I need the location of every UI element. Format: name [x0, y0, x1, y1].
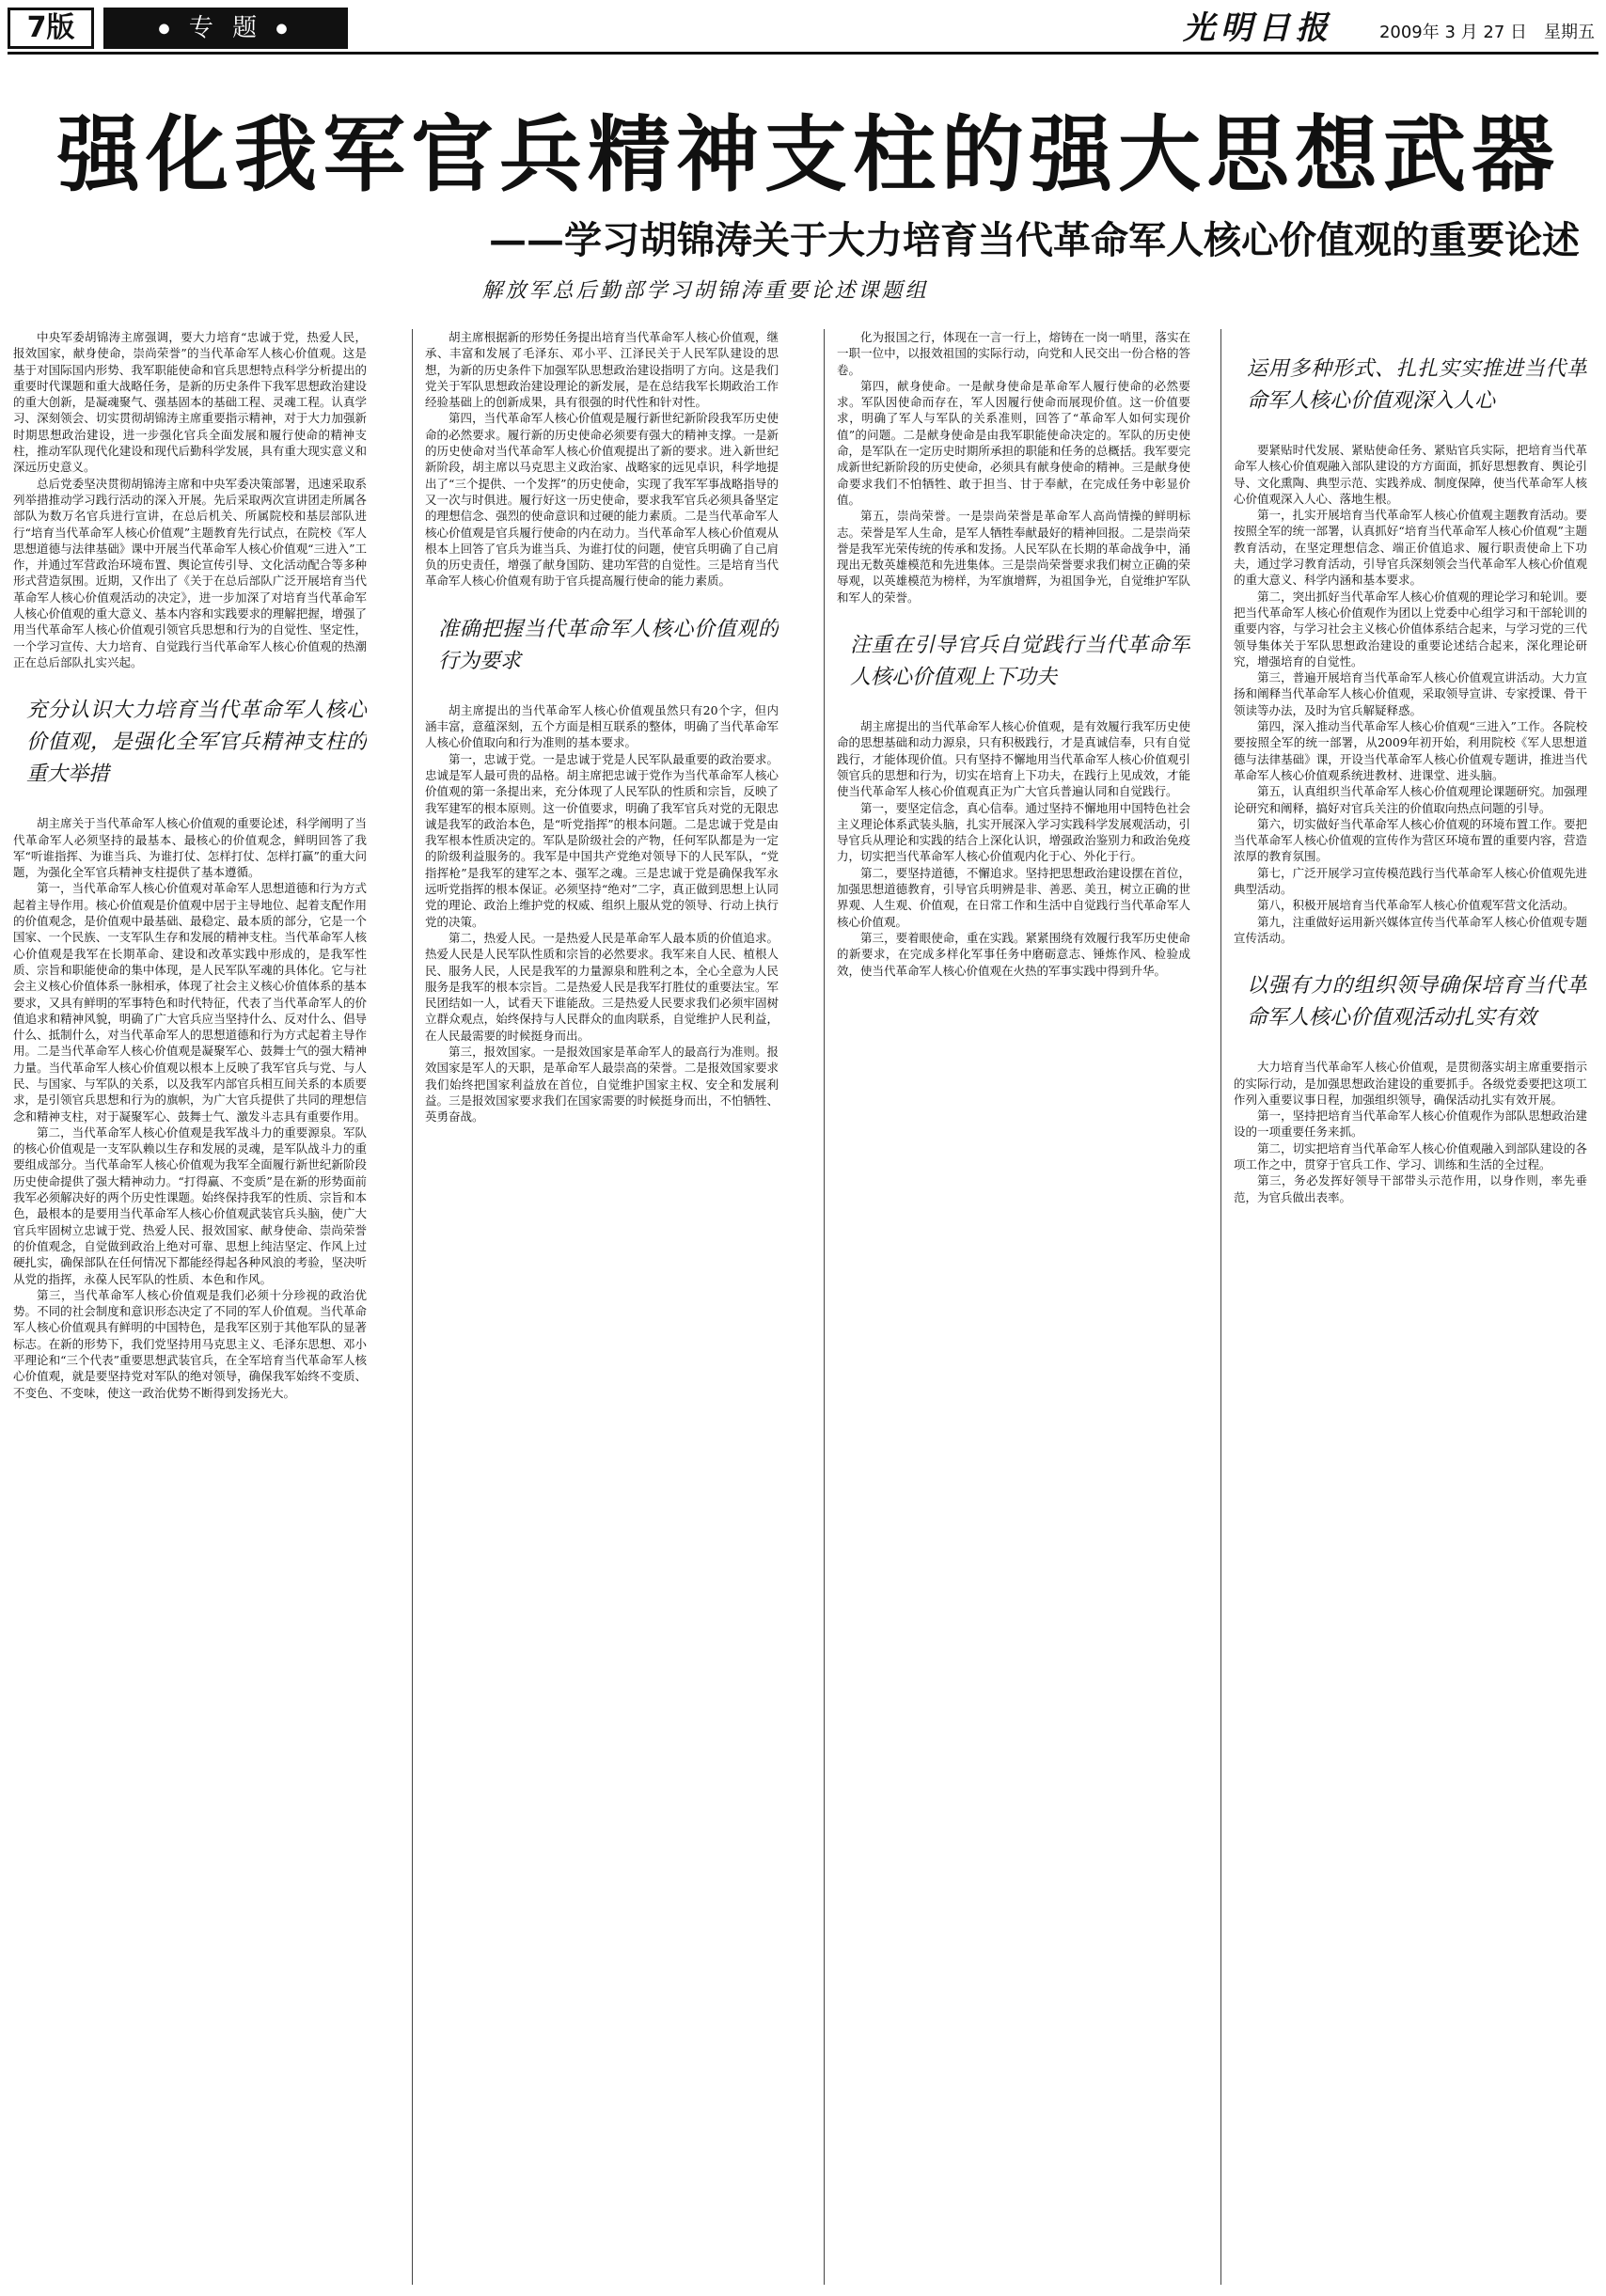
paragraph: 第二，突出抓好当代革命军人核心价值观的理论学习和轮训。要把当代革命军人核心价值观作为团以上党委中心组学习和干部轮训的重要内容，与学习社会主义核心价值体系结合起来，与学习党的三代领导集体关于军队思想政治建设的重要论述结合起来，深化理论研究，增强培育的自觉性。	[1234, 589, 1587, 668]
column-1	[13, 329, 367, 2288]
paragraph: 第九，注重做好运用新兴媒体宣传当代革命军人核心价值观专题宣传活动。	[1234, 914, 1587, 945]
paragraph: 第一，扎实开展培育当代革命军人核心价值观主题教育活动。要按照全军的统一部署，认真抓好“培育当代革命军人核心价值观”主题教育活动，在坚定理想信念、端正价值追求、履行职责使命上下功夫，通过学习教育活动，引导官兵深刻领会当代革命军人核心价值观的重大意义、科学内涵和基本要求。	[1234, 508, 1587, 588]
paragraph: 第一，当代革命军人核心价值观对革命军人思想道德和行为方式起着主导作用。核心价值观是价值观中居于主导地位、起着支配作用的价值观念，是价值观中最基础、最稳定、最本质的部分，它是一个国家、一个民族、一支军队生存和发展的精神支柱。当代革命军人核心价值观是我军在长期革命、建设和改革实践中形成的，是我军性质、宗旨和职能使命的集中体现，是人民军队军魂的具体化。它与社会主义核心价值体系一脉相承，体现了社会主义核心价值体系的基本要求，又具有鲜明的军事特色和时代特征，代表了当代革命军人的价值追求和精神风貌，明确了广大官兵应当坚持什么、反对什么、倡导什么、抵制什么，对当代革命军人的思想道德和行为方式起着主导作用。二是当代革命军人核心价值观是凝聚军心、鼓舞士气的强大精神力量。当代革命军人核心价值观以根本上反映了我军官兵与党、与人民、与国家、与军队的关系，以及我军内部官兵相互间关系的本质要求，是引领官兵思想和行为的旗帜，为广大官兵提供了共同的理想信念和精神支柱，对于凝聚军心、鼓舞士气、激发斗志具有重要作用。	[13, 881, 367, 1124]
paragraph: 胡主席关于当代革命军人核心价值观的重要论述，科学阐明了当代革命军人必须坚持的最基本、最核心的价值观念，鲜明回答了我军“听谁指挥、为谁当兵、为谁打仗、怎样打仗、怎样打赢”的重大问题，为强化全军官兵精神支柱提供了基本遵循。	[13, 816, 367, 880]
paragraph: 第五，崇尚荣誉。一是崇尚荣誉是革命军人高尚情操的鲜明标志。荣誉是军人生命，是军人牺牲奉献最好的精神回报。二是崇尚荣誉是我军光荣传统的传承和发扬。人民军队在长期的革命战争中，涌现出无数英雄模范和先进集体。三是崇尚荣誉要求我们树立正确的荣辱观，以英雄模范为榜样，为军旗增辉，为祖国争光，自觉维护军队和军人的荣誉。	[837, 509, 1190, 605]
paragraph: 第六，切实做好当代革命军人核心价值观的环境布置工作。要把当代革命军人核心价值观的宣传作为营区环境布置的重要内容，营造浓厚的教育氛围。	[1234, 816, 1587, 864]
paragraph: 第一，忠诚于党。一是忠诚于党是人民军队最重要的政治要求。忠诚是军人最可贵的品格。胡主席把忠诚于党作为当代革命军人核心价值观的第一条提出来，充分体现了人民军队的性质和宗旨，反映了我军建军的根本原则。这一价值要求，明确了我军官兵对党的无限忠诚是我军的政治本色，是“听党指挥”的根本问题。二是忠诚于党是由我军根本性质决定的。军队是阶级社会的产物，任何军队都是为一定的阶级利益服务的。我军是中国共产党绝对领导下的人民军队，“党指挥枪”是我军的建军之本、强军之魂。三是忠诚于党是确保我军永远听党指挥的根本保证。必须坚持“绝对”二字，真正做到思想上认同党的理论、政治上维护党的权威、组织上服从党的领导、行动上执行党的决策。	[425, 751, 779, 929]
column-3	[837, 329, 1190, 2288]
page-number: 7版	[8, 8, 94, 49]
column-divider	[1220, 329, 1221, 2285]
paragraph: 大力培育当代革命军人核心价值观，是贯彻落实胡主席重要指示的实际行动，是加强思想政治建设的重要抓手。各级党委要把这项工作列入重要议事日程，加强组织领导，确保活动扎实有效开展。	[1234, 1060, 1587, 1107]
bullet-icon: ●	[158, 21, 176, 37]
section-subhead: 准确把握当代革命军人核心价值观的行为要求	[438, 617, 779, 673]
section-subhead: 运用多种形式、扎扎实实推进当代革命军人核心价值观深入人心	[1247, 357, 1587, 413]
paragraph: 总后党委坚决贯彻胡锦涛主席和中央军委决策部署，迅速采取系列举措推动学习践行活动的深入开展。先后采取两次宣讲团走所属各部队为数万名官兵进行宣讲，在总后机关、所属院校和基层部队进行“培育当代革命军人核心价值观”主题教育先行试点，在院校《军人思想道德与法律基础》课中开展当代革命军人核心价值观“三进入”工作，并通过军营政治环境布置、舆论宣传引导、文化活动配合等多种形式营造氛围。近期，又作出了《关于在总后部队广泛开展培育当代革命军人核心价值观活动的决定》，进一步加深了对培育当代革命军人核心价值观的重大意义、基本内容和实践要求的理解把握，增强了用当代革命军人核心价值观引领官兵思想和行为的自觉性、坚定性，一个学习宣传、大力培育、自觉践行当代革命军人核心价值观的热潮正在总后部队扎实兴起。	[13, 476, 367, 669]
paragraph: 第四，深入推动当代革命军人核心价值观“三进入”工作。各院校要按照全军的统一部署，从2009年初开始，利用院校《军人思想道德与法律基础》课，开设当代革命军人核心价值观专题讲，推进当代革命军人核心价值观系统进教材、进课堂、进头脑。	[1234, 719, 1587, 782]
paragraph: 胡主席提出的当代革命军人核心价值观虽然只有20个字，但内涵丰富，意蕴深刻，五个方面是相互联系的整体，明确了当代革命军人核心价值取向和行为准则的基本要求。	[425, 702, 779, 750]
column-4	[1234, 329, 1587, 2288]
paragraph: 第三，务必发挥好领导干部带头示范作用，以身作则，率先垂范，为官兵做出表率。	[1234, 1173, 1587, 1204]
article-subtitle: ——学习胡锦涛关于大力培育当代革命军人核心价值观的重要论述	[489, 218, 1580, 262]
paragraph: 第五，认真组织当代革命军人核心价值观理论课题研究。加强理论研究和阐释，搞好对官兵关注的价值取向热点问题的引导。	[1234, 784, 1587, 815]
column-divider	[824, 329, 825, 2285]
issue-date: 2009年 3 月 27 日 星期五	[1378, 23, 1595, 42]
paragraph: 化为报国之行，体现在一言一行上，熔铸在一岗一哨里，落实在一职一位中，以报效祖国的实际行动，向党和人民交出一份合格的答卷。	[837, 330, 1190, 377]
paragraph: 中央军委胡锦涛主席强调，要大力培育“忠诚于党，热爱人民，报效国家，献身使命，崇尚荣誉”的当代革命军人核心价值观。这是基于对国际国内形势、我军职能使命和官兵思想特点科学分析提出的重要时代课题和重大战略任务，是新的历史条件下我军思想政治建设的重大创新，是凝魂聚气、强基固本的基础工程、灵魂工程。认真学习、深刻领会、切实贯彻胡锦涛主席重要指示精神，对于大力加强新时期思想政治建设，进一步强化官兵全面发展和履行使命的精神支柱，推动军队现代化建设和现代后勤科学发展，具有重大现实意义和深远历史意义。	[13, 330, 367, 475]
column-divider	[412, 329, 413, 2285]
paragraph: 第一，坚持把培育当代革命军人核心价值观作为部队思想政治建设的一项重要任务来抓。	[1234, 1109, 1587, 1140]
paragraph: 第三，当代革命军人核心价值观是我们必须十分珍视的政治优势。不同的社会制度和意识形态决定了不同的军人价值观。当代革命军人核心价值观具有鲜明的中国特色，是我军区别于其他军队的显著标志。在新的形势下，我们党坚持用马克思主义、毛泽东思想、邓小平理论和“三个代表”重要思想武装官兵，在全军培育当代革命军人核心价值观，就是要坚持党对军队的绝对领导，确保我军始终不变质、不变色、不变味，使这一政治优势不断得到发扬光大。	[13, 1287, 367, 1400]
paragraph: 第二，热爱人民。一是热爱人民是革命军人最本质的价值追求。热爱人民是人民军队性质和宗旨的必然要求。我军来自人民、植根人民、服务人民，人民是我军的力量源泉和胜利之本，全心全意为人民服务是我军的根本宗旨。二是热爱人民是我军打胜仗的重要法宝。军民团结如一人，试看天下谁能敌。三是热爱人民要求我们必须牢固树立群众观点，始终保持与人民群众的血肉联系，自觉维护人民利益，在人民最需要的时候挺身而出。	[425, 930, 779, 1043]
section-subhead: 注重在引导官兵自觉践行当代革命军人核心价值观上下功夫	[850, 634, 1190, 690]
section-label: 专 题	[188, 14, 263, 42]
paragraph: 第二，要坚持道德，不懈追求。坚持把思想政治建设摆在首位，加强思想道德教育，引导官兵明辨是非、善恶、美丑，树立正确的世界观、人生观、价值观，在日常工作和生活中自觉践行当代革命军人核心价值观。	[837, 865, 1190, 929]
bullet-icon: ●	[276, 21, 293, 37]
paragraph: 第四，当代革命军人核心价值观是履行新世纪新阶段我军历史使命的必然要求。履行新的历史使命必须要有强大的精神支撑。一是新的历史使命对当代革命军人核心价值观提出了新的要求。进入新世纪新阶段，胡主席以马克思主义政治家、战略家的远见卓识，科学地提出了“三个提供、一个发挥”的历史使命，实现了我军军事战略指导的又一次与时俱进。履行好这一历史使命，要求我军官兵必须具备坚定的理想信念、强烈的使命意识和过硬的能力素质。二是当代革命军人核心价值观是官兵履行使命的内在动力。当代革命军人核心价值观从根本上回答了官兵为谁当兵、为谁打仗的问题，使官兵明确了自己肩负的历史责任，增强了献身国防、建功军营的自觉性。三是培育当代革命军人核心价值观有助于官兵提高履行使命的能力素质。	[425, 411, 779, 589]
paragraph: 胡主席提出的当代革命军人核心价值观，是有效履行我军历史使命的思想基础和动力源泉，只有积极践行，才是真诚信奉，只有自觉践行，才能体现价值。只有坚持不懈地用当代革命军人核心价值观引领官兵的思想和行为，切实在培育上下功夫，在践行上见成效，才能使当代革命军人核心价值观真正为广大官兵普遍认同和自觉践行。	[837, 719, 1190, 799]
article-byline: 解放军总后勤部学习胡锦涛重要论述课题组	[481, 279, 929, 303]
paragraph: 第一，要坚定信念，真心信奉。通过坚持不懈地用中国特色社会主义理论体系武装头脑，扎实开展深入学习实践科学发展观活动，引导官兵从理论和实践的结合上深化认识，增强政治鉴别力和政治免疫力，切实把当代革命军人核心价值观内化于心、外化于行。	[837, 800, 1190, 864]
paragraph: 第二，当代革命军人核心价值观是我军战斗力的重要源泉。军队的核心价值观是一支军队赖以生存和发展的灵魂，是军队战斗力的重要组成部分。当代革命军人核心价值观为我军全面履行新世纪新阶段历史使命提供了强大精神动力。“打得赢、不变质”是在新的形势面前我军必须解决好的两个历史性课题。始终保持我军的性质、宗旨和本色，最根本的是要用当代革命军人核心价值观武装官兵头脑，使广大官兵牢固树立忠诚于党、热爱人民、报效国家、献身使命、崇尚荣誉的价值观念，自觉做到政治上绝对可靠、思想上纯洁坚定、作风上过硬扎实，确保部队在任何情况下都能经得起各种风浪的考验，坚决听从党的指挥，永葆人民军队的性质、本色和作风。	[13, 1124, 367, 1286]
column-2	[425, 329, 779, 2288]
section-subhead: 以强有力的组织领导确保培育当代革命军人核心价值观活动扎实有效	[1247, 974, 1587, 1030]
paragraph: 第二，切实把培育当代革命军人核心价值观融入到部队建设的各项工作之中，贯穿于官兵工作、学习、训练和生活的全过程。	[1234, 1140, 1587, 1172]
paragraph: 第七，广泛开展学习宣传模范践行当代革命军人核心价值观先进典型活动。	[1234, 865, 1587, 897]
paragraph: 第三，要着眼使命，重在实践。紧紧围绕有效履行我军历史使命的新要求，在完成多样化军事任务中磨砺意志、锤炼作风、检验成效，使当代革命军人核心价值观在火热的军事实践中得到升华。	[837, 930, 1190, 978]
paragraph: 第四，献身使命。一是献身使命是革命军人履行使命的必然要求。军队因使命而存在，军人因履行使命而展现价值。这一价值要求，明确了军人与军队的关系准则，回答了“革命军人如何实现价值”的问题。二是献身使命是由我军职能使命决定的。军队的历史使命，是军队在一定历史时期所承担的职能和任务的总概括。我军要完成新世纪新阶段的历史使命，必须具有献身使命的精神。三是献身使命要求我们不怕牺牲、敢于担当、甘于奉献，在完成任务中彰显价值。	[837, 378, 1190, 507]
newspaper-name: 光明日报	[1183, 9, 1333, 47]
paragraph: 第三，报效国家。一是报效国家是革命军人的最高行为准则。报效国家是军人的天职，是革命军人最崇高的荣誉。二是报效国家要求我们始终把国家利益放在首位，自觉维护国家主权、安全和发展利益。三是报效国家要求我们在国家需要的时候挺身而出，不怕牺牲、英勇奋战。	[425, 1044, 779, 1124]
section-tag	[103, 8, 348, 49]
article-title: 强化我军官兵精神支柱的强大思想武器	[56, 106, 1560, 203]
paragraph: 要紧贴时代发展、紧贴使命任务、紧贴官兵实际，把培育当代革命军人核心价值观融入部队建设的方方面面，抓好思想教育、舆论引导、文化熏陶、典型示范、实践养成、制度保障，使当代革命军人核心价值观深入人心、落地生根。	[1234, 443, 1587, 506]
paragraph: 胡主席根据新的形势任务提出培育当代革命军人核心价值观，继承、丰富和发展了毛泽东、邓小平、江泽民关于人民军队建设的思想，为新的历史条件下加强军队思想政治建设指明了方向。这是我们党关于军队思想政治建设理论的新发展，是在总结我军长期政治工作经验基础上的创新成果，具有很强的时代性和针对性。	[425, 330, 779, 410]
section-subhead: 充分认识大力培育当代革命军人核心价值观，是强化全军官兵精神支柱的重大举措	[26, 699, 367, 787]
paragraph: 第三，普遍开展培育当代革命军人核心价值观宣讲活动。大力宣扬和阐释当代革命军人核心价值观，采取领导宣讲、专家授课、骨干领读等办法，及时为官兵解疑释惑。	[1234, 670, 1587, 717]
paragraph: 第八，积极开展培育当代革命军人核心价值观军营文化活动。	[1257, 898, 1575, 913]
masthead	[8, 8, 1598, 55]
